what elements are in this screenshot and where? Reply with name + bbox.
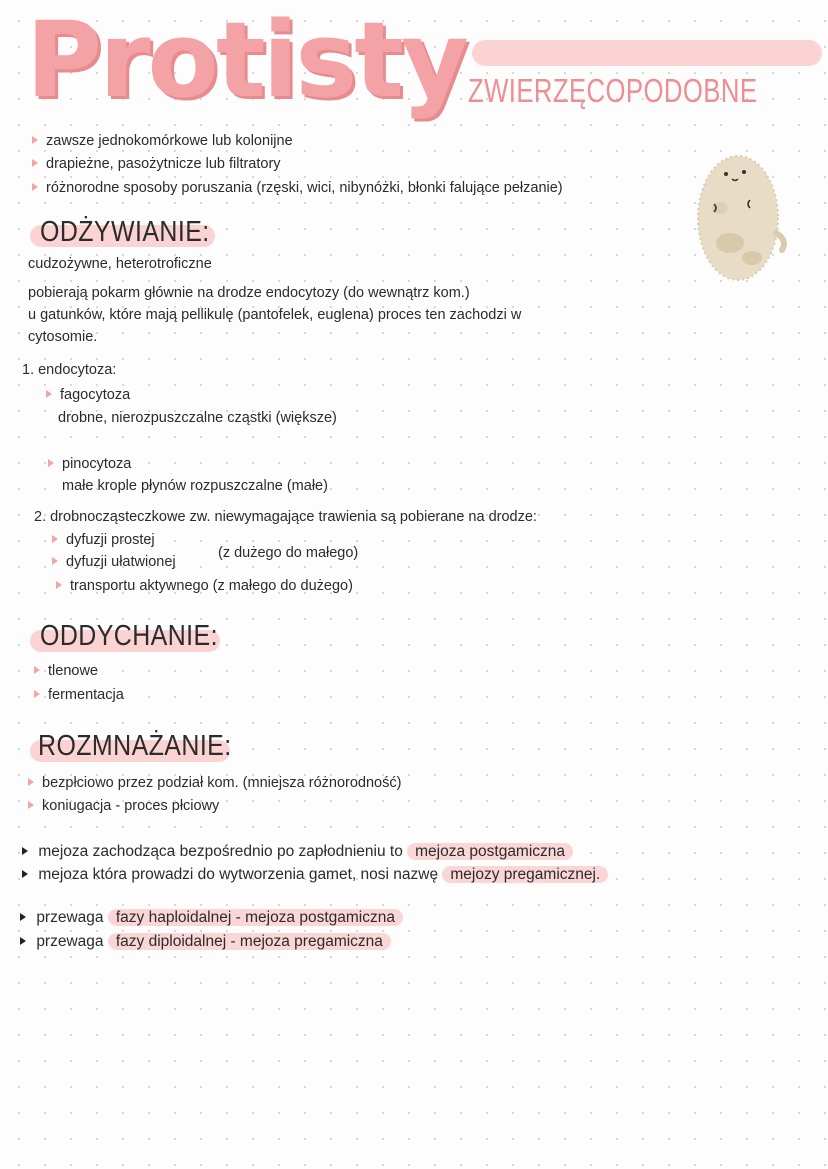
mejoza-line-2 — [22, 866, 608, 884]
text-line: drobne, nierozpuszczalne cząstki (większe) — [58, 410, 337, 426]
section-heading-odzywianie: ODŻYWIANIE: — [40, 216, 210, 248]
list-item: fermentacja — [34, 687, 124, 703]
highlighted-term: mejoza postgamiczna — [407, 843, 573, 860]
list-item: fagocytoza — [46, 387, 130, 403]
highlighted-term: fazy haploidalnej - mejoza postgamiczna — [108, 909, 403, 926]
text-line: u gatunków, które mają pellikulę (pantofelek, euglena) proces ten zachodzi w — [28, 307, 522, 323]
text-line: cudzożywne, heterotroficzne — [28, 256, 212, 272]
list-item: transportu aktywnego (z małego do dużego) — [56, 578, 353, 594]
fuzzy-creature-icon — [690, 148, 790, 288]
list-item: dyfuzji ułatwionej — [52, 554, 176, 570]
text-note: (z dużego do małego) — [218, 545, 359, 561]
section-heading-rozmnazanie: ROZMNAŻANIE: — [38, 730, 232, 762]
text-line: cytosomie. — [28, 329, 98, 345]
list-item: pinocytoza — [48, 456, 131, 472]
list-number: 2. drobnocząsteczkowe zw. niewymagające trawienia są pobierane na drodze: — [34, 509, 537, 525]
list-item: koniugacja - proces płciowy — [28, 798, 219, 814]
highlighted-term: mejozy pregamicznej. — [442, 866, 608, 883]
text-line: małe krople płynów rozpuszczalne (małe) — [62, 478, 328, 494]
section-heading-oddychanie: ODDYCHANIE: — [40, 620, 218, 652]
list-item: dyfuzji prostej — [52, 532, 155, 548]
list-number: 1. endocytoza: — [22, 362, 117, 378]
list-item: bezpłciowo przez podział kom. (mniejsza różnorodność) — [28, 775, 401, 791]
intro-item: zawsze jednokomórkowe lub kolonijne — [32, 133, 293, 149]
highlighted-term: fazy diploidalnej - mejoza pregamiczna — [108, 933, 391, 950]
przewaga-line-1 — [20, 909, 403, 927]
mejoza-line-1 — [22, 843, 573, 861]
list-item: tlenowe — [34, 663, 98, 679]
text-line: pobierają pokarm głównie na drodze endocytozy (do wewnątrz kom.) — [28, 285, 470, 301]
mejoza-text: mejoza która prowadzi do wytworzenia gamet, nosi nazwę — [38, 866, 439, 883]
page-subtitle: ZWIERZĘCOPODOBNE — [468, 72, 758, 109]
przewaga-line-2 — [20, 933, 391, 951]
przewaga-text: przewaga — [36, 909, 104, 926]
intro-item: różnorodne sposoby poruszania (rzęski, wici, nibynóżki, błonki falujące pełzanie) — [32, 180, 563, 196]
intro-item: drapieżne, pasożytnicze lub filtratory — [32, 156, 281, 172]
mejoza-text: mejoza zachodząca bezpośrednio po zapłodnieniu to — [38, 843, 403, 860]
page-title: Protisty — [26, 0, 466, 121]
title-underline-bar — [472, 40, 822, 66]
przewaga-text: przewaga — [36, 933, 104, 950]
